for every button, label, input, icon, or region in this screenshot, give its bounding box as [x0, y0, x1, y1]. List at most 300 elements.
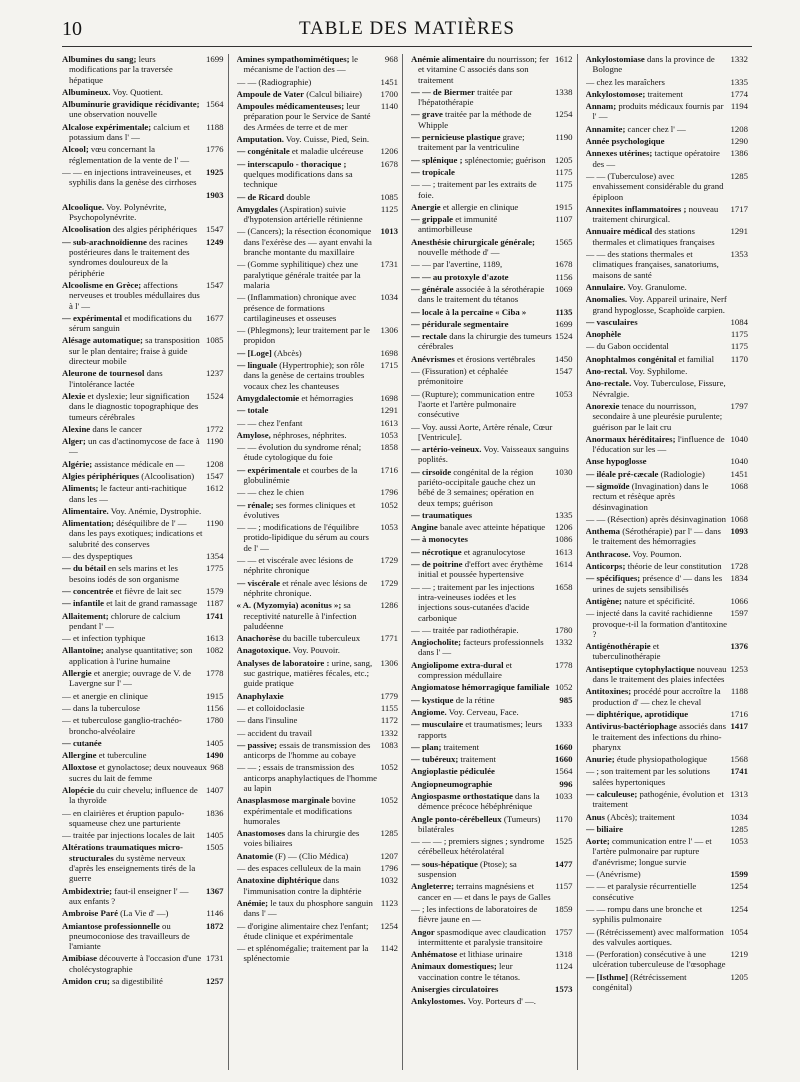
entry-description: et courbes de la globulinémie: [243, 464, 358, 485]
entry-text: [411, 166, 552, 177]
entry-description: cancer chez l' —: [625, 123, 686, 134]
entry-heading: Anse hypoglosse: [585, 456, 647, 467]
index-entry: [586, 709, 749, 719]
entry-text: [585, 316, 728, 327]
entry-text: [411, 546, 552, 557]
entry-description: — (Gomme syphilitique) chez une paralytique générale traitée par la malaria: [236, 259, 361, 290]
index-entry: [586, 514, 749, 524]
index-entry: [62, 953, 224, 974]
entry-text: [411, 109, 552, 130]
entry-page-number: 1771: [380, 633, 398, 644]
index-entry: [411, 167, 573, 177]
index-entry: [586, 561, 749, 571]
entry-page-number: 1286: [380, 600, 398, 611]
entry-text: [411, 694, 556, 705]
entry-description: Voy. Quotient.: [110, 86, 163, 97]
entry-text: [236, 292, 378, 323]
entry-text: [585, 433, 728, 455]
entry-text: [585, 561, 728, 572]
entry-page-number: 1915: [206, 690, 224, 701]
index-entry: [62, 99, 224, 120]
index-entry: [586, 249, 749, 280]
entry-heading: — [Isthme]: [585, 971, 629, 982]
index-entry: [586, 904, 749, 925]
entry-text: [236, 464, 378, 486]
entry-description: de la rétine: [453, 694, 495, 705]
entry-page-number: 1084: [730, 316, 748, 327]
index-entry: [237, 89, 399, 99]
entry-description: le facteur anti-rachitique dans les —: [69, 483, 187, 504]
entry-description: et allergie en clinique: [440, 201, 519, 212]
index-entry: [62, 313, 224, 334]
entry-text: [585, 226, 728, 247]
entry-text: [411, 318, 552, 329]
index-entry: [237, 348, 399, 358]
entry-heading: — grippale: [411, 214, 454, 225]
entry-page-number: 1306: [380, 325, 398, 336]
entry-page-number: 1254: [730, 881, 748, 892]
entry-description: et agranulocytose: [461, 546, 526, 557]
entry-heading: Anomalies.: [585, 294, 628, 305]
entry-description: sa receptivité naturelle à l'infection paludéenne: [243, 600, 357, 631]
index-entry: [411, 510, 573, 520]
entry-page-number: 1547: [206, 224, 224, 235]
entry-heading: — iléale pré-cæcale: [585, 468, 659, 479]
index-entry: [62, 280, 224, 311]
entry-heading: Angor: [411, 926, 435, 937]
entry-heading: Annamite;: [585, 123, 626, 134]
index-entry: [237, 875, 399, 896]
index-entry: [586, 549, 749, 559]
entry-text: [62, 885, 203, 907]
entry-description: — et anergie en clinique: [62, 690, 148, 701]
entry-text: [236, 702, 378, 713]
entry-heading: Anévrismes: [411, 353, 455, 364]
entry-heading: Alcoolique.: [62, 201, 105, 212]
entry-text: [411, 421, 570, 443]
entry-page-number: 1052: [380, 499, 398, 510]
entry-text: [411, 86, 552, 108]
entry-page-number: 1291: [380, 405, 398, 416]
entry-heading: Amygdales: [236, 203, 278, 214]
entry-heading: « A. (Myzomyia) aconitus »;: [236, 600, 342, 611]
entry-heading: Anesthésie chirurgicale générale;: [411, 236, 535, 247]
entry-page-number: 1156: [555, 271, 573, 282]
entry-page-number: 1547: [555, 366, 573, 377]
entry-text: [236, 417, 378, 428]
entry-description: dans la chirurgie des voies biliaires: [243, 828, 360, 849]
index-entry: [411, 682, 573, 692]
entry-page-number: 1797: [730, 400, 748, 411]
entry-heading: Ano-rectale.: [585, 378, 632, 389]
entry-heading: Allaitement;: [62, 610, 109, 621]
index-entry: [62, 167, 224, 188]
entry-page-number: 1053: [730, 836, 748, 847]
index-entry: [62, 976, 224, 986]
entry-heading: Analyses de laboratoire :: [236, 657, 330, 668]
index-entry: [411, 660, 573, 681]
entry-text: [585, 294, 746, 315]
entry-page-number: 1678: [555, 259, 573, 270]
entry-text: [585, 513, 728, 524]
entry-heading: — viscérale: [236, 577, 280, 588]
entry-description: dans la province de Bologne: [592, 54, 715, 75]
entry-description: (Abcès): [271, 347, 302, 358]
entry-description: terrains magnésiens et cancer en — et dans le pays de Galles: [418, 881, 551, 902]
index-entry: [62, 830, 224, 840]
entry-text: [411, 984, 552, 995]
entry-heading: Anatomie: [236, 850, 273, 861]
entry-heading: Ampoule de Vater: [236, 88, 305, 99]
entry-heading: Alésage automatique;: [62, 335, 143, 346]
entry-description: affections nerveuses et troubles médullaires dus à l' —: [69, 279, 200, 311]
entry-page-number: 1612: [206, 483, 224, 494]
entry-page-number: 1188: [730, 686, 748, 697]
index-entry: [586, 573, 749, 594]
entry-heading: Alger;: [62, 436, 86, 447]
entry-page-number: 1335: [730, 76, 748, 87]
entry-description: double: [284, 191, 311, 202]
index-entry: [62, 335, 224, 366]
entry-text: [62, 702, 203, 713]
entry-description: Voy. Tuberculose, Fissure, Névralgie.: [592, 378, 726, 399]
entry-page-number: 1205: [555, 154, 573, 165]
entry-heading: Alloxtose: [62, 762, 97, 773]
index-entry: [586, 881, 749, 902]
entry-description: (La Vie d' —): [117, 908, 169, 919]
entry-text: [585, 76, 728, 87]
entry-text: [585, 949, 728, 970]
index-entry: [411, 467, 573, 508]
entry-page-number: 1731: [380, 259, 398, 270]
index-entry: [411, 927, 573, 948]
entry-page-number: 1333: [555, 719, 573, 730]
entry-description: — en clairières et éruption papulo-squameuse chez une parturiente: [62, 807, 185, 828]
entry-description: traitement: [441, 741, 480, 752]
index-column-1: [62, 54, 229, 1070]
entry-heading: Antivirus-bactériophage: [585, 721, 677, 732]
entry-heading: Anormaux héréditaires;: [585, 433, 676, 444]
entry-heading: Angiome.: [411, 706, 447, 717]
index-entry: [62, 886, 224, 907]
entry-text: [236, 429, 378, 440]
index-entry: [62, 921, 224, 952]
entry-text: [236, 657, 378, 689]
entry-page-number: 1338: [555, 86, 573, 97]
entry-page-number: 1053: [555, 388, 573, 399]
entry-description: — et splénomégalie; traitement par la splénectomie: [236, 943, 369, 964]
entry-heading: — rénale;: [236, 499, 274, 510]
entry-description: dans l'immunisation contre la diphtérie: [243, 875, 362, 896]
entry-heading: — interscapulo - thoracique ;: [236, 158, 347, 169]
entry-description: et tuberculine: [96, 750, 147, 761]
index-entry: [62, 715, 224, 736]
entry-page-number: 1194: [730, 101, 748, 112]
entry-text: [236, 850, 378, 861]
index-entry: [62, 391, 224, 422]
index-entry: [411, 791, 573, 812]
entry-description: — — évolution du syndrome rénal; étude cytologique du foie: [236, 442, 362, 463]
index-entry: [62, 645, 224, 666]
entry-text: [62, 737, 203, 748]
index-entry: [586, 927, 749, 948]
index-entry: [62, 842, 224, 883]
entry-heading: Anophèle: [585, 329, 621, 340]
index-entry: [237, 500, 399, 521]
entry-description: procédé pour accroître la production d' — chez le cheval: [592, 686, 721, 707]
index-entry: [411, 202, 573, 212]
entry-heading: Amputation.: [236, 134, 284, 145]
entry-description: Voy. Appareil urinaire, Nerf grand hypoglosse, Scaphoïde carpien.: [592, 294, 727, 315]
entry-text: [585, 170, 728, 202]
entry-text: [411, 214, 552, 235]
index-entry: [62, 762, 224, 783]
entry-heading: — calculeuse;: [585, 789, 638, 799]
index-entry: [237, 54, 399, 75]
index-entry: [586, 54, 749, 75]
entry-description: — (Anévrisme): [585, 869, 641, 880]
index-entry: [62, 506, 224, 516]
entry-text: [585, 721, 728, 752]
entry-text: [62, 54, 203, 85]
index-entry: [237, 418, 399, 428]
entry-description: — des espaces celluleux de la main: [236, 863, 361, 874]
entry-text: [62, 585, 203, 596]
entry-text: [236, 360, 378, 391]
index-entry: [411, 766, 573, 776]
entry-text: [585, 881, 728, 902]
entry-text: [236, 499, 378, 521]
entry-text: [62, 690, 203, 701]
entry-text: [62, 842, 203, 884]
entry-description: dans la chirurgie des tumeurs cérébrales: [418, 331, 552, 352]
entry-description: — et tuberculose ganglio-trachéo-broncho-alvéolaire: [62, 715, 182, 736]
entry-description: et traumatismes; leurs rapports: [418, 719, 543, 740]
index-entry: [586, 294, 749, 315]
index-entry: [411, 904, 573, 925]
entry-text: [585, 353, 728, 364]
entry-description: — (Fissuration) et céphalée prémonitoire: [411, 366, 508, 387]
entry-text: [62, 436, 203, 457]
entry-heading: Amines sympathomimétiques;: [236, 54, 350, 64]
entry-page-number: 1573: [555, 984, 573, 995]
entry-heading: Alcoolisme en Grèce;: [62, 279, 142, 290]
entry-heading: Amidon cru;: [62, 976, 110, 987]
entry-text: [411, 388, 552, 420]
entry-text: [236, 392, 378, 403]
entry-page-number: 1547: [206, 470, 224, 481]
entry-description: sa transposition sur le plan dentaire; fraise à guide directeur mobile: [69, 335, 200, 367]
index-entry: [411, 132, 573, 153]
index-entry: [411, 814, 573, 835]
entry-description: étude physiopathologique: [614, 754, 708, 765]
entry-page-number: 1490: [206, 750, 224, 761]
index-entry: [237, 600, 399, 631]
entry-text: [411, 201, 552, 212]
index-entry: [62, 633, 224, 643]
entry-page-number: 1157: [555, 881, 573, 892]
index-entry: [586, 824, 749, 834]
entry-text: [62, 645, 203, 666]
entry-text: [236, 146, 378, 157]
entry-page-number: 1313: [730, 789, 748, 799]
entry-description: — — par l'avertine, 1189,: [411, 259, 503, 270]
entry-heading: Anastomoses: [236, 828, 286, 839]
entry-text: [411, 659, 552, 681]
entry-description: — (Inflammation) chronique avec présence de formations cartilagineuses et osseuses: [236, 292, 357, 323]
entry-text: [585, 88, 728, 99]
index-entry: [62, 691, 224, 701]
index-entry: [411, 707, 573, 717]
index-entry: [62, 586, 224, 596]
index-entry: [237, 715, 399, 725]
entry-heading: — de Ricard: [236, 191, 285, 202]
entry-page-number: 1013: [380, 226, 398, 237]
entry-text: [411, 283, 552, 305]
entry-heading: Anergie: [411, 201, 441, 212]
entry-page-number: 1032: [380, 875, 398, 886]
entry-text: [411, 682, 552, 693]
entry-description: une observation nouvelle: [69, 109, 157, 120]
entry-text: [62, 368, 203, 389]
index-entry: [237, 204, 399, 225]
entry-description: et rénale avec lésions de néphrite chronique.: [243, 577, 368, 598]
entry-text: [62, 785, 203, 806]
entry-page-number: 1599: [730, 869, 748, 880]
entry-description: découverte à l'occasion d'une cholécystographie: [69, 953, 202, 974]
entry-text: [585, 595, 728, 606]
entry-page-number: 996: [559, 778, 573, 789]
entry-text: [411, 509, 552, 520]
entry-page-number: 1085: [380, 191, 398, 202]
index-entry: [411, 754, 573, 764]
index-entry: [237, 863, 399, 873]
entry-text: [585, 249, 728, 280]
entry-description: Voy. Vaisseaux sanguins poplités.: [418, 444, 569, 465]
entry-text: [236, 88, 378, 99]
entry-description: produits médicaux fournis par l' —: [592, 101, 724, 122]
entry-page-number: 1291: [730, 226, 748, 237]
entry-heading: — traumatiques: [411, 509, 473, 520]
entry-description: et familial: [676, 353, 715, 364]
entry-text: [236, 600, 378, 631]
entry-page-number: 1354: [206, 551, 224, 562]
entry-heading: Angiopneumographie: [411, 778, 493, 789]
entry-page-number: 1775: [206, 563, 224, 574]
entry-description: — — (Résection) après désinvagination: [585, 513, 726, 524]
index-entry: [411, 389, 573, 420]
entry-page-number: 1054: [730, 926, 748, 937]
entry-heading: Angiolipome extra-dural: [411, 659, 504, 670]
index-entry: [62, 518, 224, 549]
entry-heading: Amygdalectomie: [236, 392, 300, 403]
entry-description: banale avec atteinte hépatique: [437, 522, 546, 533]
entry-page-number: 1170: [730, 353, 748, 364]
entry-page-number: 1741: [206, 610, 224, 621]
index-entry: [411, 109, 573, 130]
index-entry: [411, 522, 573, 532]
entry-description: dans la démence précoce hébéphrénique: [418, 791, 540, 812]
entry-description: Voy. Syphilome.: [627, 366, 688, 377]
page-title: TABLE DES MATIÈRES: [299, 18, 515, 39]
entry-heading: — biliaire: [585, 823, 624, 834]
index-entry: [586, 481, 749, 512]
entry-description: et lait de grand ramassage: [104, 598, 198, 609]
entry-description: du cuir chevelu; influence de la thyroïde: [69, 785, 198, 806]
entry-text: [585, 341, 728, 352]
entry-page-number: 1778: [206, 668, 224, 679]
index-entry: [62, 703, 224, 713]
entry-heading: Altérations traumatiques micro-structurales: [62, 842, 183, 863]
entry-text: [62, 312, 203, 334]
entry-text: [62, 458, 203, 469]
entry-description: Voy. Poumon.: [630, 548, 682, 559]
entry-page-number: 1698: [380, 392, 398, 403]
entry-description: — — ; traitement par les extraits de foie.: [411, 179, 537, 200]
index-entry: [586, 456, 749, 466]
index-entry: [586, 789, 749, 810]
entry-page-number: 1034: [380, 292, 398, 303]
entry-heading: Ambidextrie;: [62, 885, 113, 896]
page-number: 10: [62, 18, 82, 40]
entry-text: [585, 766, 728, 787]
entry-page-number: 1477: [555, 858, 573, 869]
entry-heading: Albumineux.: [62, 86, 111, 97]
entry-heading: Annulaire.: [585, 281, 626, 292]
index-entry: [62, 808, 224, 829]
entry-text: [62, 201, 221, 223]
entry-text: [62, 144, 203, 165]
entry-description: nouveau dans le traitement des plaies infectées: [592, 663, 727, 685]
entry-text: [585, 203, 728, 225]
index-entry: [237, 828, 399, 849]
entry-page-number: 1524: [206, 390, 224, 401]
entry-description: et gynolactose; deux nouveaux sucres du lait de femme: [69, 762, 207, 783]
index-entry: [237, 795, 399, 826]
index-entry: [237, 691, 399, 701]
entry-page-number: 1779: [380, 690, 398, 701]
entry-page-number: 1612: [555, 54, 573, 64]
entry-description: le taux du phosphore sanguin dans l' —: [243, 897, 373, 919]
entry-text: [236, 577, 378, 599]
entry-page-number: 1285: [730, 170, 748, 181]
entry-text: [585, 869, 728, 880]
entry-text: [411, 858, 552, 880]
entry-heading: — diphtérique, aprotidique: [585, 708, 689, 719]
entry-page-number: 1367: [206, 885, 224, 896]
entry-text: [411, 132, 552, 153]
entry-text: [585, 641, 728, 662]
index-entry: [62, 144, 224, 165]
entry-description: — (Cancers); la résection économique dans l'exérèse des — ayant envahi la branche montante du maxillaire: [236, 226, 372, 258]
entry-text: [585, 480, 728, 512]
entry-heading: Albuminurie gravidique récidivante;: [62, 99, 200, 110]
index-entry: [62, 668, 224, 689]
entry-text: [585, 823, 728, 834]
entry-description: urine, sang, suc gastrique, matières fécales, etc.; guide pratique: [243, 657, 373, 689]
entry-text: [236, 54, 382, 75]
entry-description: (Alcoolisation): [139, 470, 195, 481]
entry-description: traitée par la méthode de Whipple: [418, 109, 532, 130]
index-entry: [411, 179, 573, 200]
entry-description: — dans la tuberculose: [62, 702, 140, 713]
entry-page-number: 1776: [206, 144, 224, 155]
entry-description: (Abcès); traitement: [604, 811, 675, 822]
index-entry: [411, 259, 573, 269]
index-entry: [237, 292, 399, 323]
entry-heading: — péridurale segmentaire: [411, 318, 509, 329]
entry-page-number: 1613: [380, 417, 398, 428]
